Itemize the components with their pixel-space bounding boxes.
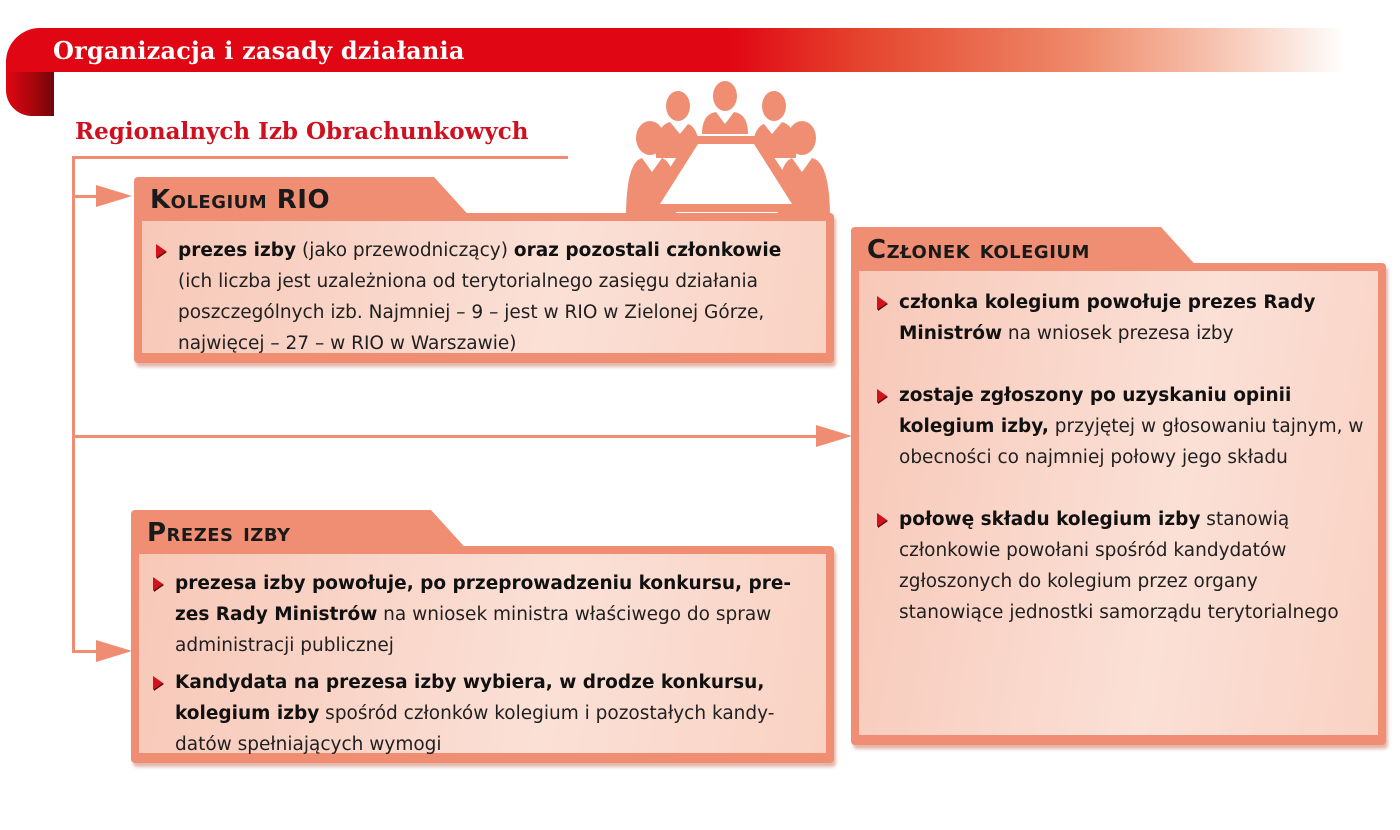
bullet-item <box>873 504 1364 628</box>
bullet-item <box>149 667 812 760</box>
card-title: Kolegium RIO <box>150 185 331 215</box>
bullet-item <box>873 287 1364 349</box>
text: spośród członków kolegium i pozostałych kandy-datów spełniających wymogi <box>175 703 775 755</box>
card-prezes-izby <box>131 510 834 763</box>
text: (jako przewodniczący) <box>296 240 514 261</box>
card-content <box>142 221 826 353</box>
page-subtitle: Regionalnych Izb Obrachunkowych <box>75 118 529 145</box>
bold-text: prezes izby <box>178 240 297 261</box>
bullet-item <box>873 380 1364 473</box>
card-content <box>139 554 826 753</box>
bold-text: połowę składu kolegium izby <box>899 509 1201 530</box>
bullet-item <box>149 568 812 661</box>
bullet-arrow-icon <box>153 676 163 690</box>
bullet-item <box>152 235 812 359</box>
bullet-arrow-icon <box>153 577 163 591</box>
card-kolegium-rio <box>134 177 834 363</box>
connector-to-czlonek <box>72 435 822 438</box>
arrow-to-kolegium-icon <box>96 185 132 207</box>
bullet-arrow-icon <box>877 296 887 310</box>
text: przyjętej w głosowaniu tajnym, w obecności co najmniej połowy jego składu <box>899 416 1364 468</box>
arrow-to-czlonek-icon <box>816 425 852 447</box>
bold-text: Kandydata na prezesa izby wybiera, w drodze konkursu, kolegium izby <box>175 672 765 724</box>
card-body <box>134 213 834 363</box>
card-title: Prezes izby <box>147 518 291 548</box>
bold-text: członka kolegium powołuje prezes Rady Ministrów <box>899 292 1316 344</box>
card-content <box>859 271 1378 735</box>
card-title: Członek kolegium <box>867 235 1090 265</box>
card-czlonek-kolegium <box>851 227 1386 745</box>
text: na wniosek prezesa izby <box>1002 323 1234 344</box>
bold-text: zostaje zgłoszony po uzyskaniu opinii kolegium izby, <box>899 385 1292 437</box>
page-title: Organizacja i zasady działania <box>53 36 465 65</box>
text: (ich liczba jest uzależniona od terytorialnego zasięgu działania poszczególnych izb. Najmniej – 9 – jest w RIO w Zielonej Górze, najwięcej – 27 – w RIO w Warszawie) <box>178 271 765 354</box>
arrow-to-prezes-icon <box>96 640 132 662</box>
bold-text: prezesa izby powołuje, po przeprowadzeniu konkursu, pre-zes Rady Ministrów <box>175 573 792 625</box>
subtitle-underline <box>72 156 568 159</box>
bullet-arrow-icon <box>156 244 166 258</box>
bullet-arrow-icon <box>877 513 887 527</box>
text: na wniosek ministra właściwego do spraw administracji publicznej <box>175 604 772 656</box>
card-body <box>851 263 1386 745</box>
text: stanowią członkowie powołani spośród kandydatów zgłoszonych do kolegium przez organy stanowiące jednostki samorządu terytorialnego <box>899 509 1339 623</box>
bullet-arrow-icon <box>877 389 887 403</box>
card-body <box>131 546 834 763</box>
connector-vertical <box>72 156 75 652</box>
bold-text: oraz pozostali członkowie <box>513 240 782 261</box>
